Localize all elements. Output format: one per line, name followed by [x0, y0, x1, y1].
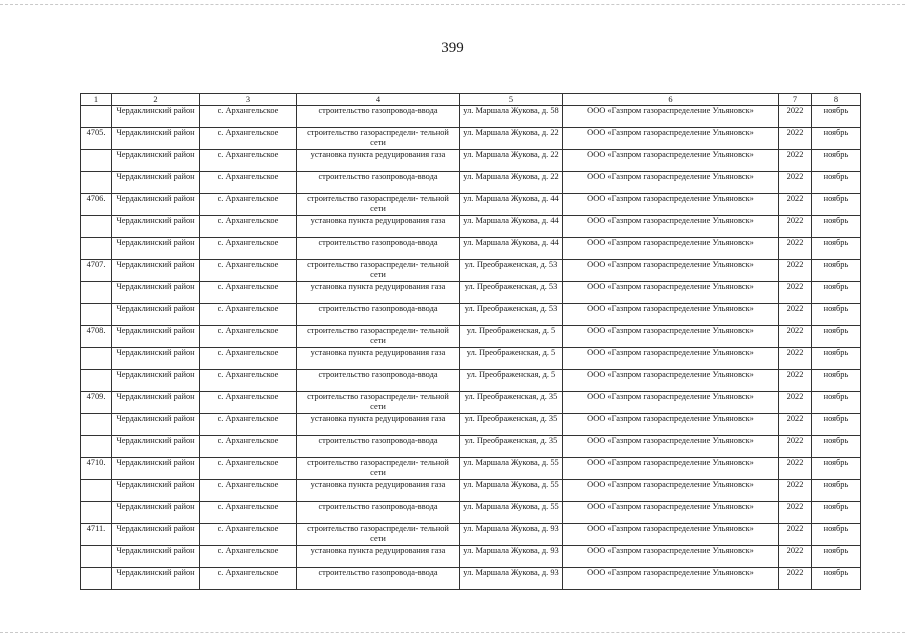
row-number-cell: [81, 238, 112, 260]
district-cell: Чердаклинский район: [112, 524, 200, 546]
row-number-cell: 4705.: [81, 128, 112, 150]
district-cell: Чердаклинский район: [112, 238, 200, 260]
settlement-cell: с. Архангельское: [200, 326, 297, 348]
work-type-cell: строительство газопровода-ввода: [297, 436, 460, 458]
table-body: [81, 106, 861, 590]
header-row: [81, 94, 861, 106]
district-cell: Чердаклинский район: [112, 480, 200, 502]
settlement-cell: с. Архангельское: [200, 524, 297, 546]
address-cell: ул. Маршала Жукова, д. 44: [460, 194, 563, 216]
gasification-plan-table: [80, 93, 861, 590]
year-cell: 2022: [779, 568, 812, 590]
table-row: [81, 194, 861, 216]
row-number-cell: 4706.: [81, 194, 112, 216]
work-type-cell: строительство газопровода-ввода: [297, 568, 460, 590]
year-cell: 2022: [779, 502, 812, 524]
row-number-cell: [81, 480, 112, 502]
table-row: [81, 524, 861, 546]
district-cell: Чердаклинский район: [112, 260, 200, 282]
settlement-cell: с. Архангельское: [200, 238, 297, 260]
work-type-cell: строительство газопровода-ввода: [297, 106, 460, 128]
work-type-cell: строительство газопровода-ввода: [297, 502, 460, 524]
district-cell: Чердаклинский район: [112, 348, 200, 370]
row-number-cell: [81, 414, 112, 436]
table-row: [81, 216, 861, 238]
organization-cell: ООО «Газпром газораспределение Ульяновск»: [563, 172, 779, 194]
row-number-cell: 4710.: [81, 458, 112, 480]
work-type-cell: строительство газопровода-ввода: [297, 172, 460, 194]
address-cell: ул. Преображенская, д. 35: [460, 414, 563, 436]
address-cell: ул. Маршала Жукова, д. 58: [460, 106, 563, 128]
address-cell: ул. Маршала Жукова, д. 55: [460, 502, 563, 524]
work-type-cell: установка пункта редуцирования газа: [297, 216, 460, 238]
district-cell: Чердаклинский район: [112, 458, 200, 480]
work-type-cell: строительство газораспредели- тельной сети: [297, 128, 460, 150]
row-number-cell: 4708.: [81, 326, 112, 348]
organization-cell: ООО «Газпром газораспределение Ульяновск»: [563, 238, 779, 260]
address-cell: ул. Преображенская, д. 53: [460, 260, 563, 282]
address-cell: ул. Маршала Жукова, д. 93: [460, 524, 563, 546]
table-row: [81, 546, 861, 568]
month-cell: ноябрь: [812, 546, 861, 568]
settlement-cell: с. Архангельское: [200, 502, 297, 524]
settlement-cell: с. Архангельское: [200, 392, 297, 414]
table-row: [81, 392, 861, 414]
header-cell: 4: [297, 94, 460, 106]
district-cell: Чердаклинский район: [112, 568, 200, 590]
year-cell: 2022: [779, 150, 812, 172]
row-number-cell: [81, 282, 112, 304]
address-cell: ул. Преображенская, д. 53: [460, 282, 563, 304]
settlement-cell: с. Архангельское: [200, 216, 297, 238]
settlement-cell: с. Архангельское: [200, 106, 297, 128]
month-cell: ноябрь: [812, 370, 861, 392]
settlement-cell: с. Архангельское: [200, 304, 297, 326]
table-row: [81, 260, 861, 282]
year-cell: 2022: [779, 128, 812, 150]
year-cell: 2022: [779, 436, 812, 458]
table-row: [81, 480, 861, 502]
organization-cell: ООО «Газпром газораспределение Ульяновск»: [563, 436, 779, 458]
district-cell: Чердаклинский район: [112, 282, 200, 304]
year-cell: 2022: [779, 546, 812, 568]
organization-cell: ООО «Газпром газораспределение Ульяновск»: [563, 304, 779, 326]
row-number-cell: [81, 502, 112, 524]
settlement-cell: с. Архангельское: [200, 480, 297, 502]
month-cell: ноябрь: [812, 436, 861, 458]
header-cell: 8: [812, 94, 861, 106]
year-cell: 2022: [779, 304, 812, 326]
organization-cell: ООО «Газпром газораспределение Ульяновск»: [563, 480, 779, 502]
work-type-cell: установка пункта редуцирования газа: [297, 348, 460, 370]
settlement-cell: с. Архангельское: [200, 436, 297, 458]
organization-cell: ООО «Газпром газораспределение Ульяновск»: [563, 524, 779, 546]
work-type-cell: строительство газораспредели- тельной сети: [297, 260, 460, 282]
organization-cell: ООО «Газпром газораспределение Ульяновск»: [563, 282, 779, 304]
table-row: [81, 326, 861, 348]
organization-cell: ООО «Газпром газораспределение Ульяновск»: [563, 370, 779, 392]
row-number-cell: [81, 568, 112, 590]
address-cell: ул. Преображенская, д. 5: [460, 348, 563, 370]
organization-cell: ООО «Газпром газораспределение Ульяновск»: [563, 502, 779, 524]
address-cell: ул. Маршала Жукова, д. 44: [460, 216, 563, 238]
organization-cell: ООО «Газпром газораспределение Ульяновск»: [563, 414, 779, 436]
address-cell: ул. Преображенская, д. 35: [460, 392, 563, 414]
row-number-cell: [81, 172, 112, 194]
year-cell: 2022: [779, 370, 812, 392]
organization-cell: ООО «Газпром газораспределение Ульяновск»: [563, 458, 779, 480]
district-cell: Чердаклинский район: [112, 546, 200, 568]
month-cell: ноябрь: [812, 326, 861, 348]
district-cell: Чердаклинский район: [112, 216, 200, 238]
table-row: [81, 172, 861, 194]
year-cell: 2022: [779, 194, 812, 216]
work-type-cell: строительство газораспредели- тельной сети: [297, 194, 460, 216]
organization-cell: ООО «Газпром газораспределение Ульяновск»: [563, 216, 779, 238]
table-row: [81, 128, 861, 150]
month-cell: ноябрь: [812, 480, 861, 502]
work-type-cell: установка пункта редуцирования газа: [297, 150, 460, 172]
row-number-cell: 4709.: [81, 392, 112, 414]
address-cell: ул. Маршала Жукова, д. 93: [460, 546, 563, 568]
table-row: [81, 348, 861, 370]
table-row: [81, 414, 861, 436]
header-cell: 6: [563, 94, 779, 106]
year-cell: 2022: [779, 458, 812, 480]
address-cell: ул. Маршала Жукова, д. 93: [460, 568, 563, 590]
address-cell: ул. Маршала Жукова, д. 44: [460, 238, 563, 260]
month-cell: ноябрь: [812, 238, 861, 260]
month-cell: ноябрь: [812, 348, 861, 370]
page-number: 399: [441, 40, 464, 56]
scan-edge-top: [0, 4, 905, 6]
district-cell: Чердаклинский район: [112, 502, 200, 524]
address-cell: ул. Преображенская, д. 5: [460, 326, 563, 348]
district-cell: Чердаклинский район: [112, 326, 200, 348]
year-cell: 2022: [779, 392, 812, 414]
header-cell: 2: [112, 94, 200, 106]
row-number-cell: [81, 436, 112, 458]
work-type-cell: строительство газопровода-ввода: [297, 238, 460, 260]
month-cell: ноябрь: [812, 392, 861, 414]
header-cell: 7: [779, 94, 812, 106]
district-cell: Чердаклинский район: [112, 436, 200, 458]
settlement-cell: с. Архангельское: [200, 348, 297, 370]
month-cell: ноябрь: [812, 304, 861, 326]
settlement-cell: с. Архангельское: [200, 172, 297, 194]
year-cell: 2022: [779, 238, 812, 260]
settlement-cell: с. Архангельское: [200, 370, 297, 392]
year-cell: 2022: [779, 348, 812, 370]
year-cell: 2022: [779, 172, 812, 194]
organization-cell: ООО «Газпром газораспределение Ульяновск»: [563, 128, 779, 150]
row-number-cell: [81, 348, 112, 370]
district-cell: Чердаклинский район: [112, 172, 200, 194]
address-cell: ул. Преображенская, д. 53: [460, 304, 563, 326]
settlement-cell: с. Архангельское: [200, 568, 297, 590]
table-row: [81, 502, 861, 524]
address-cell: ул. Преображенская, д. 35: [460, 436, 563, 458]
address-cell: ул. Маршала Жукова, д. 22: [460, 128, 563, 150]
work-type-cell: строительство газораспредели- тельной сети: [297, 326, 460, 348]
address-cell: ул. Маршала Жукова, д. 55: [460, 458, 563, 480]
organization-cell: ООО «Газпром газораспределение Ульяновск»: [563, 260, 779, 282]
year-cell: 2022: [779, 326, 812, 348]
month-cell: ноябрь: [812, 414, 861, 436]
organization-cell: ООО «Газпром газораспределение Ульяновск»: [563, 106, 779, 128]
work-type-cell: строительство газораспредели- тельной сети: [297, 458, 460, 480]
district-cell: Чердаклинский район: [112, 370, 200, 392]
work-type-cell: установка пункта редуцирования газа: [297, 480, 460, 502]
work-type-cell: установка пункта редуцирования газа: [297, 282, 460, 304]
month-cell: ноябрь: [812, 260, 861, 282]
work-type-cell: строительство газораспредели- тельной сети: [297, 392, 460, 414]
table-row: [81, 304, 861, 326]
month-cell: ноябрь: [812, 172, 861, 194]
address-cell: ул. Маршала Жукова, д. 22: [460, 150, 563, 172]
month-cell: ноябрь: [812, 502, 861, 524]
organization-cell: ООО «Газпром газораспределение Ульяновск»: [563, 348, 779, 370]
work-type-cell: установка пункта редуцирования газа: [297, 546, 460, 568]
year-cell: 2022: [779, 260, 812, 282]
month-cell: ноябрь: [812, 524, 861, 546]
district-cell: Чердаклинский район: [112, 150, 200, 172]
scan-edge-bottom: [0, 632, 905, 634]
district-cell: Чердаклинский район: [112, 392, 200, 414]
district-cell: Чердаклинский район: [112, 128, 200, 150]
row-number-cell: [81, 370, 112, 392]
table-row: [81, 282, 861, 304]
month-cell: ноябрь: [812, 568, 861, 590]
settlement-cell: с. Архангельское: [200, 128, 297, 150]
organization-cell: ООО «Газпром газораспределение Ульяновск»: [563, 546, 779, 568]
year-cell: 2022: [779, 282, 812, 304]
header-cell: 1: [81, 94, 112, 106]
table-row: [81, 238, 861, 260]
settlement-cell: с. Архангельское: [200, 194, 297, 216]
settlement-cell: с. Архангельское: [200, 282, 297, 304]
district-cell: Чердаклинский район: [112, 304, 200, 326]
settlement-cell: с. Архангельское: [200, 150, 297, 172]
work-type-cell: строительство газопровода-ввода: [297, 304, 460, 326]
organization-cell: ООО «Газпром газораспределение Ульяновск»: [563, 568, 779, 590]
table-row: [81, 568, 861, 590]
header-cell: 5: [460, 94, 563, 106]
address-cell: ул. Маршала Жукова, д. 22: [460, 172, 563, 194]
year-cell: 2022: [779, 216, 812, 238]
settlement-cell: с. Архангельское: [200, 458, 297, 480]
month-cell: ноябрь: [812, 128, 861, 150]
address-cell: ул. Маршала Жукова, д. 55: [460, 480, 563, 502]
row-number-cell: [81, 304, 112, 326]
organization-cell: ООО «Газпром газораспределение Ульяновск»: [563, 150, 779, 172]
settlement-cell: с. Архангельское: [200, 260, 297, 282]
work-type-cell: установка пункта редуцирования газа: [297, 414, 460, 436]
month-cell: ноябрь: [812, 150, 861, 172]
work-type-cell: строительство газораспредели- тельной сети: [297, 524, 460, 546]
district-cell: Чердаклинский район: [112, 106, 200, 128]
settlement-cell: с. Архангельское: [200, 414, 297, 436]
address-cell: ул. Преображенская, д. 5: [460, 370, 563, 392]
row-number-cell: [81, 150, 112, 172]
table-row: [81, 458, 861, 480]
row-number-cell: [81, 106, 112, 128]
district-cell: Чердаклинский район: [112, 194, 200, 216]
organization-cell: ООО «Газпром газораспределение Ульяновск»: [563, 326, 779, 348]
row-number-cell: 4707.: [81, 260, 112, 282]
table-row: [81, 150, 861, 172]
row-number-cell: [81, 216, 112, 238]
month-cell: ноябрь: [812, 216, 861, 238]
month-cell: ноябрь: [812, 194, 861, 216]
row-number-cell: [81, 546, 112, 568]
year-cell: 2022: [779, 524, 812, 546]
row-number-cell: 4711.: [81, 524, 112, 546]
year-cell: 2022: [779, 480, 812, 502]
organization-cell: ООО «Газпром газораспределение Ульяновск»: [563, 194, 779, 216]
work-type-cell: строительство газопровода-ввода: [297, 370, 460, 392]
month-cell: ноябрь: [812, 106, 861, 128]
district-cell: Чердаклинский район: [112, 414, 200, 436]
table-row: [81, 370, 861, 392]
month-cell: ноябрь: [812, 458, 861, 480]
table-row: [81, 106, 861, 128]
year-cell: 2022: [779, 414, 812, 436]
table-row: [81, 436, 861, 458]
organization-cell: ООО «Газпром газораспределение Ульяновск»: [563, 392, 779, 414]
year-cell: 2022: [779, 106, 812, 128]
header-cell: 3: [200, 94, 297, 106]
settlement-cell: с. Архангельское: [200, 546, 297, 568]
month-cell: ноябрь: [812, 282, 861, 304]
